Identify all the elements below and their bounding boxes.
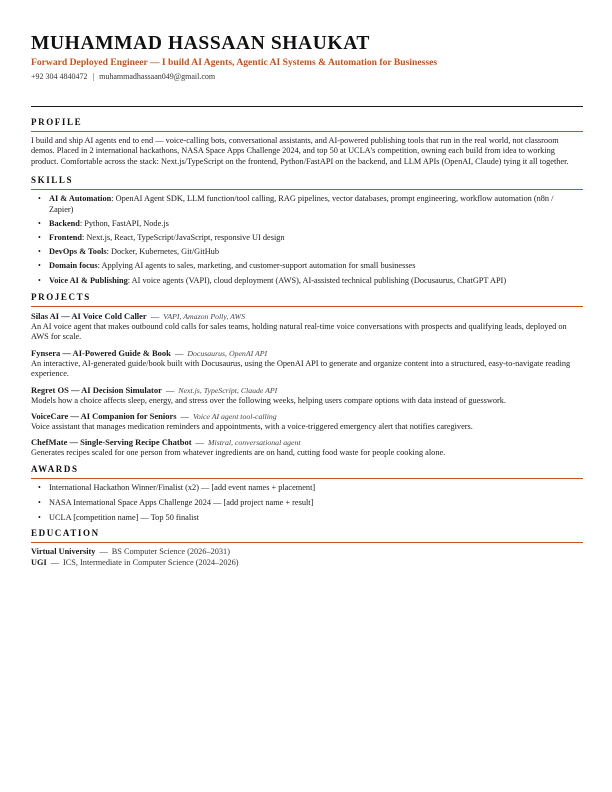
project-entry [31,311,583,343]
list-item [49,219,583,229]
project-heading [31,348,583,359]
project-separator: — [174,347,184,358]
education-entry [31,547,583,558]
project-description: An interactive, AI-generated guide/book built with Docusaurus, using the OpenAI API to generate and organize content into a structured, easy-to-navigate reading experience. [31,358,571,379]
list-item: • International Hackathon Winner/Finalist (x2) — [add event names + placement] [49,483,583,493]
profile-summary: I build and ship AI agents end to end — voice-calling bots, conversational assistants, and AI-powered publishing tools that run in the real world, not classroom demos. Placed in 2 international hackathons, NASA Space Apps Challenge 2024, and top 50 at UCLA's competition, owning each build from idea to working product. Comfortable across the stack: Next.js/TypeScript on the frontend, Python/FastAPI on the backend, and LLM APIs (OpenAI, Claude) tying it all together. [31,136,569,166]
project-tech: Voice AI agent tool-calling [193,412,277,422]
project-tech: Docusaurus, OpenAI API [187,348,268,358]
skill-label: Backend [49,218,80,228]
section-title-awards: AWARDS [31,463,79,474]
section-divider [31,478,583,479]
project-separator: — [165,384,175,395]
list-item: • UCLA [competition name] — Top 50 finalist [49,513,583,523]
skill-label: Domain focus [49,261,98,271]
project-description: Models how a choice affects sleep, energy, and stress over the following weeks, helping users compare options with data instead of guesswork. [31,395,506,405]
education-entry [31,558,583,569]
project-heading [31,411,583,422]
project-separator: — [150,311,160,322]
project-entry [31,385,583,406]
school-name: Virtual University [31,547,96,557]
skill-text: : OpenAI Agent SDK, LLM function/tool calling, RAG pipelines, vector databases, prompt engineering, workflow automation (n8n / Zapier) [49,194,554,214]
list-item [49,276,583,286]
skill-text: : AI voice agents (VAPI), cloud deployment (AWS), AI-assisted technical publishing (Docusaurus, ChatGPT API) [127,275,507,285]
project-name: Regret OS — AI Decision Simulator [31,384,162,395]
project-heading [31,385,583,396]
skill-label: AI & Automation [49,194,112,204]
candidate-name: MUHAMMAD HASSAAN SHAUKAT [31,33,371,54]
education-separator: — [99,547,108,557]
skill-text: : Applying AI agents to sales, marketing, and customer-support automation for small businesses [97,261,416,271]
skills-list [31,194,583,286]
project-entry [31,411,583,432]
degree-detail: BS Computer Science (2026–2031) [111,547,230,557]
project-heading [31,437,583,448]
section-divider [31,189,583,190]
school-name: UGI [31,558,47,568]
section-divider [31,542,583,543]
project-separator: — [195,437,205,448]
project-description: Voice assistant that manages medication reminders and appointments, with a voice-triggered emergency alert that notifies caregivers. [31,422,473,432]
contact-line [31,72,583,82]
skill-label: Frontend [49,233,83,243]
project-description: Generates recipes scaled for one person from whatever ingredients are on hand, cutting food waste for people cooking alone. [31,448,446,458]
project-entry [31,348,583,380]
education-separator: — [50,558,59,568]
list-item: • NASA International Space Apps Challenge 2024 — [add project name + result] [49,498,583,508]
skill-text: : Docker, Kubernetes, Git/GitHub [106,247,219,257]
section-title-profile: PROFILE [31,117,83,127]
section-divider [31,306,583,307]
list-item [49,247,583,257]
project-tech: Mistral, conversational agent [208,438,301,448]
list-item [49,233,583,243]
section-title-education: EDUCATION [31,528,100,539]
project-tech: Next.js, TypeScript, Claude API [178,385,278,395]
phone-number: +92 304 4840472 [31,72,88,81]
skill-label: DevOps & Tools [49,247,107,257]
headline-tagline: Forward Deployed Engineer — I build AI Agents, Agentic AI Systems & Automation for Businesses [31,57,438,68]
project-heading [31,311,583,322]
email-link[interactable]: muhammadhassaan049@gmail.com [99,72,216,81]
project-separator: — [180,411,190,422]
degree-detail: ICS, Intermediate in Computer Science (2024–2026) [62,558,239,568]
project-tech: VAPI, Amazon Polly, AWS [163,312,246,322]
section-title-skills: SKILLS [31,175,74,186]
list-item [49,261,583,271]
section-divider [31,131,583,132]
section-title-projects: PROJECTS [31,292,91,303]
project-name: VoiceCare — AI Companion for Seniors [31,411,177,422]
project-entry [31,437,583,458]
skill-text: : Next.js, React, TypeScript/JavaScript, responsive UI design [82,233,285,243]
project-name: Fynsera — AI-Powered Guide & Book [31,347,171,358]
skill-text: : Python, FastAPI, Node.js [79,218,169,228]
list-item [49,194,583,215]
project-name: Silas AI — AI Voice Cold Caller [31,311,147,322]
header-divider [31,106,583,107]
project-description: An AI voice agent that makes outbound cold calls for sales teams, holding natural real-time voice conversations with prospects and qualifying leads, deployed on AWS for scale. [31,322,567,342]
project-name: ChefMate — Single-Serving Recipe Chatbot [31,437,192,448]
skill-label: Voice AI & Publishing [49,275,128,285]
contact-separator: | [92,72,95,81]
awards-list [31,483,583,523]
